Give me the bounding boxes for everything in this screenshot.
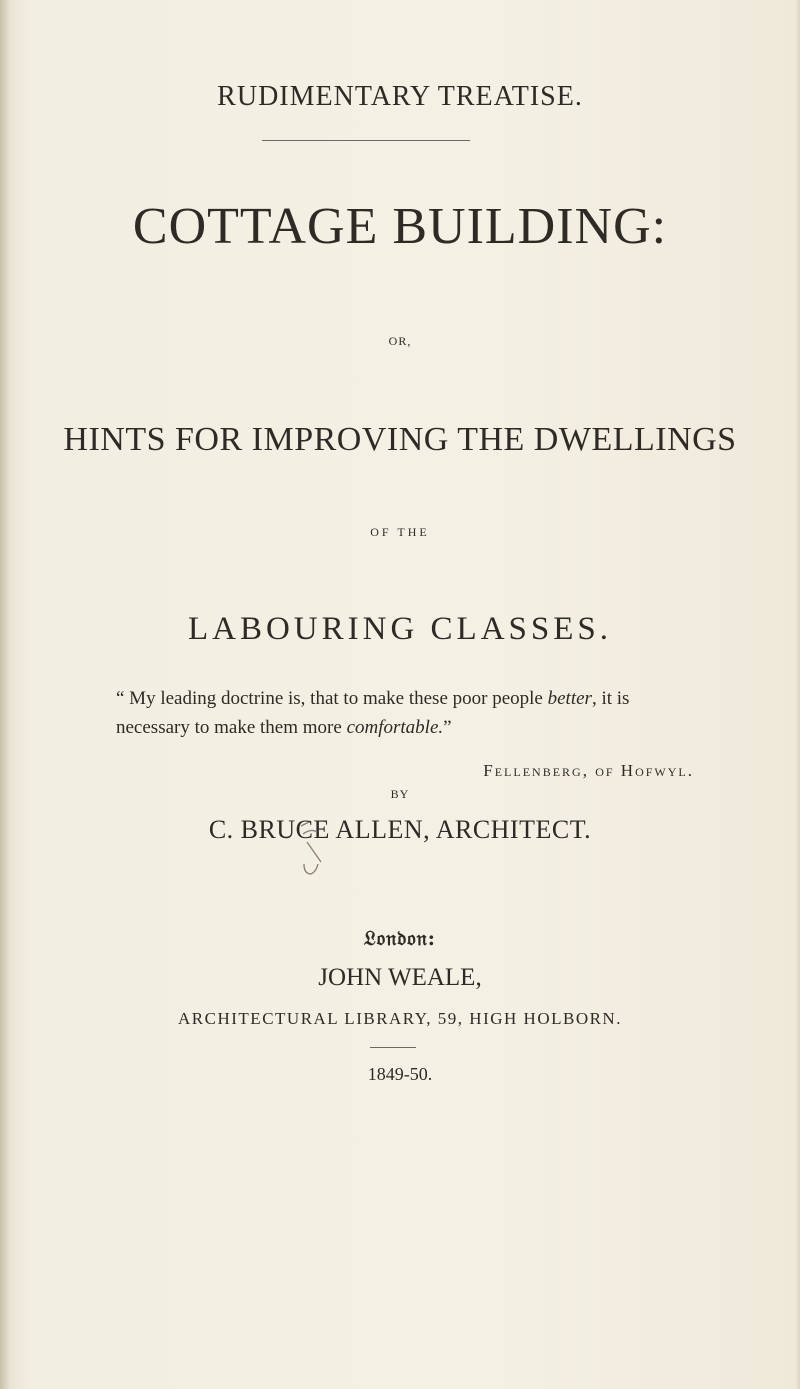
imprint-publisher: JOHN WEALE, [318, 964, 482, 991]
pencil-annotation-hook [302, 860, 320, 878]
epigraph-line-2 [116, 713, 696, 742]
connector-or: OR, [388, 334, 412, 348]
epigraph-line-1 [116, 684, 696, 713]
epigraph-text-start: “ My leading doctrine is, that to make these poor people [116, 688, 548, 709]
connector-of-the: OF THE [370, 525, 430, 539]
epigraph-text-line2: necessary to make them more [116, 717, 347, 738]
imprint-place: 𝔏𝔬𝔫𝔡𝔬𝔫: [363, 926, 437, 950]
imprint-address: ARCHITECTURAL LIBRARY, 59, HIGH HOLBORN. [178, 1009, 622, 1028]
epigraph-close-quote: ” [443, 717, 452, 738]
bottom-rule [370, 1047, 416, 1048]
subtitle: HINTS FOR IMPROVING THE DWELLINGS [63, 421, 737, 458]
top-rule [262, 140, 470, 141]
subtitle-labouring-classes: LABOURING CLASSES. [187, 611, 613, 647]
main-title: COTTAGE BUILDING: [132, 198, 668, 255]
epigraph-attribution: Fellenberg, of Hofwyl. [483, 761, 694, 780]
epigraph-emphasis-better: better [547, 688, 592, 709]
imprint-dates: 1849-50. [367, 1064, 433, 1084]
series-title: RUDIMENTARY TREATISE. [217, 81, 583, 112]
epigraph-text-middle: , it is [591, 688, 630, 709]
pencil-annotation-mark [297, 820, 325, 864]
epigraph-emphasis-comfortable: comfortable. [346, 717, 444, 738]
author-line: C. BRUCE ALLEN, ARCHITECT. [208, 815, 592, 844]
epigraph [116, 684, 696, 742]
by-label: BY [390, 787, 410, 801]
